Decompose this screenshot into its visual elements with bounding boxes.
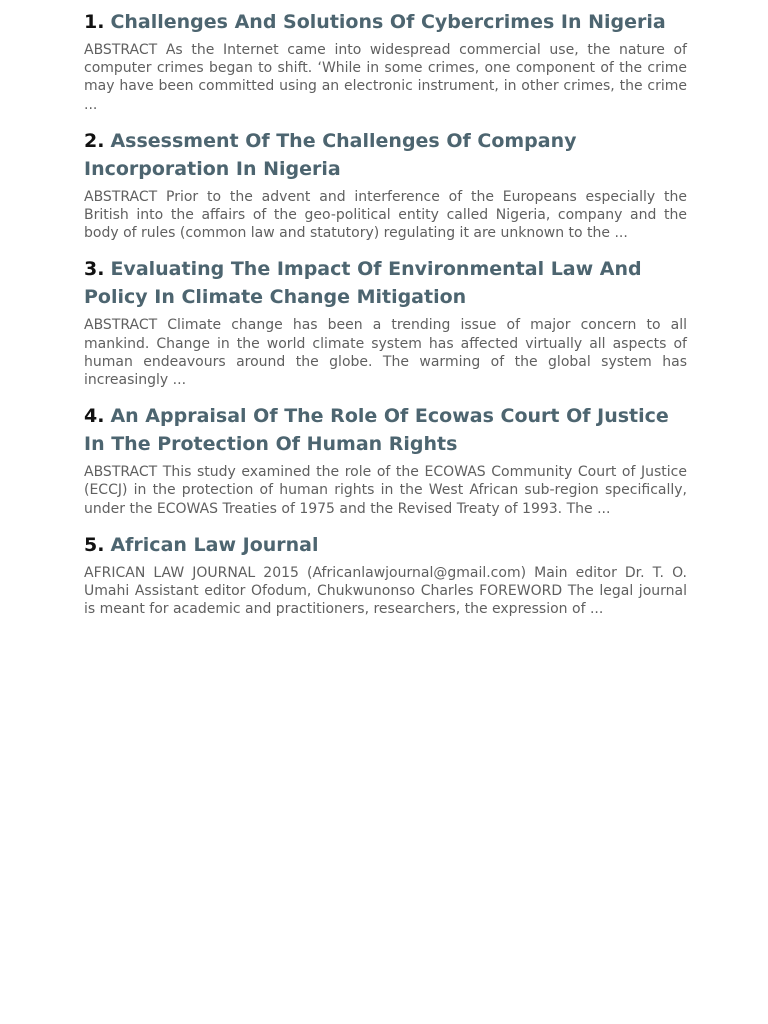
- result-title-link[interactable]: Assessment Of The Challenges Of Company Incorporation In Nigeria: [84, 129, 577, 180]
- result-title-link[interactable]: Evaluating The Impact Of Environmental Law And Policy In Climate Change Mitigation: [84, 258, 642, 309]
- result-item: [84, 255, 687, 389]
- result-heading: [84, 255, 687, 311]
- result-abstract: ABSTRACT This study examined the role of the ECOWAS Community Court of Justice (ECCJ) in the protection of human rights in the West African sub-region specifically, under the ECOWAS Treaties of 1975 and the Revised Treaty of 1993. The ...: [84, 464, 687, 517]
- result-number: 3.: [84, 258, 105, 281]
- result-abstract: ABSTRACT Climate change has been a trending issue of major concern to all mankind. Change in the world climate system has affected virtually all aspects of human endeavours around the globe. The warming of the global system has increasingly ...: [84, 317, 687, 389]
- result-heading: [84, 127, 687, 183]
- result-number: 1.: [84, 11, 105, 33]
- result-heading: [84, 8, 687, 36]
- result-item: [84, 8, 687, 114]
- result-title-link[interactable]: An Appraisal Of The Role Of Ecowas Court Of Justice In The Protection Of Human Rights: [84, 405, 669, 456]
- result-item: [84, 402, 687, 518]
- result-number: 2.: [84, 129, 105, 152]
- result-item: [84, 127, 687, 243]
- result-title-link[interactable]: Challenges And Solutions Of Cybercrimes In Nigeria: [110, 11, 666, 33]
- result-title-link[interactable]: African Law Journal: [110, 533, 319, 556]
- result-number: 5.: [84, 533, 105, 556]
- result-heading: [84, 402, 687, 458]
- result-item: [84, 531, 687, 619]
- result-number: 4.: [84, 405, 105, 428]
- result-abstract: ABSTRACT As the Internet came into widespread commercial use, the nature of computer crimes began to shift. ‘While in some crimes, one component of the crime may have been committed using an electronic instrument, in other crimes, the crime ...: [84, 42, 687, 113]
- result-abstract: AFRICAN LAW JOURNAL 2015 (Africanlawjournal@gmail.com) Main editor Dr. T. O. Umahi Assistant editor Ofodum, Chukwunonso Charles FOREWORD The legal journal is meant for academic and practitioners, researchers, the expression of ...: [84, 564, 687, 618]
- results-list: [84, 8, 687, 631]
- result-heading: [84, 531, 687, 559]
- result-abstract: ABSTRACT Prior to the advent and interference of the Europeans especially the British into the affairs of the geo-political entity called Nigeria, company and the body of rules (common law and statutory) regulating it are unknown to the ...: [84, 188, 687, 242]
